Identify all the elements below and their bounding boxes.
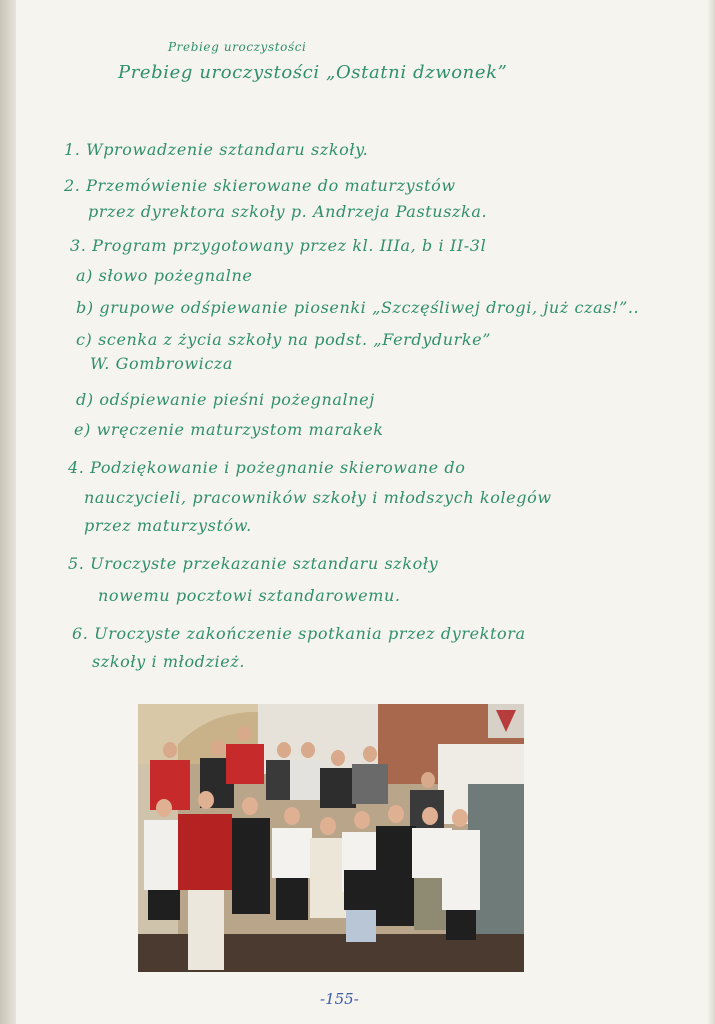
item-2-line1: 2. Przemówienie skierowane do maturzystów [64, 176, 456, 195]
item-3b: b) grupowe odśpiewanie piosenki „Szczęśliwej drogi, już czas!”.. [76, 298, 640, 317]
item-3: 3. Program przygotowany przez kl. IIIa, b i II-3l [70, 236, 487, 255]
item-3d: d) odśpiewanie pieśni pożegnalnej [76, 390, 375, 409]
item-4-line1: 4. Podziękowanie i pożegnanie skierowane do [68, 458, 466, 477]
item-6-line2: szkoły i młodzież. [92, 652, 246, 671]
header-insert: Prebieg uroczystości [168, 40, 307, 54]
item-3c-line1: c) scenka z życia szkoły na podst. „Ferdydurke” [76, 330, 492, 349]
item-5-line1: 5. Uroczyste przekazanie sztandaru szkoły [68, 554, 439, 573]
item-4-line3: przez maturzystów. [84, 516, 252, 535]
item-3c-line2: W. Gombrowicza [90, 354, 234, 373]
page-edge [707, 0, 715, 1024]
item-2-line2: przez dyrektora szkoły p. Andrzeja Pastuszka. [88, 202, 488, 221]
item-6-line1: 6. Uroczyste zakończenie spotkania przez dyrektora [72, 624, 526, 643]
item-1: 1. Wprowadzenie sztandaru szkoły. [64, 140, 369, 159]
item-3e: e) wręczenie maturzystom marakek [74, 420, 384, 439]
group-photo [138, 704, 524, 972]
page-title: Prebieg uroczystości „Ostatni dzwonek” [118, 62, 508, 83]
item-3a: a) słowo pożegnalne [76, 266, 253, 285]
item-4-line2: nauczycieli, pracowników szkoły i młodszych kolegów [84, 488, 552, 507]
item-5-line2: nowemu pocztowi sztandarowemu. [98, 586, 401, 605]
page-binding [0, 0, 16, 1024]
page-number: -155- [320, 990, 359, 1008]
